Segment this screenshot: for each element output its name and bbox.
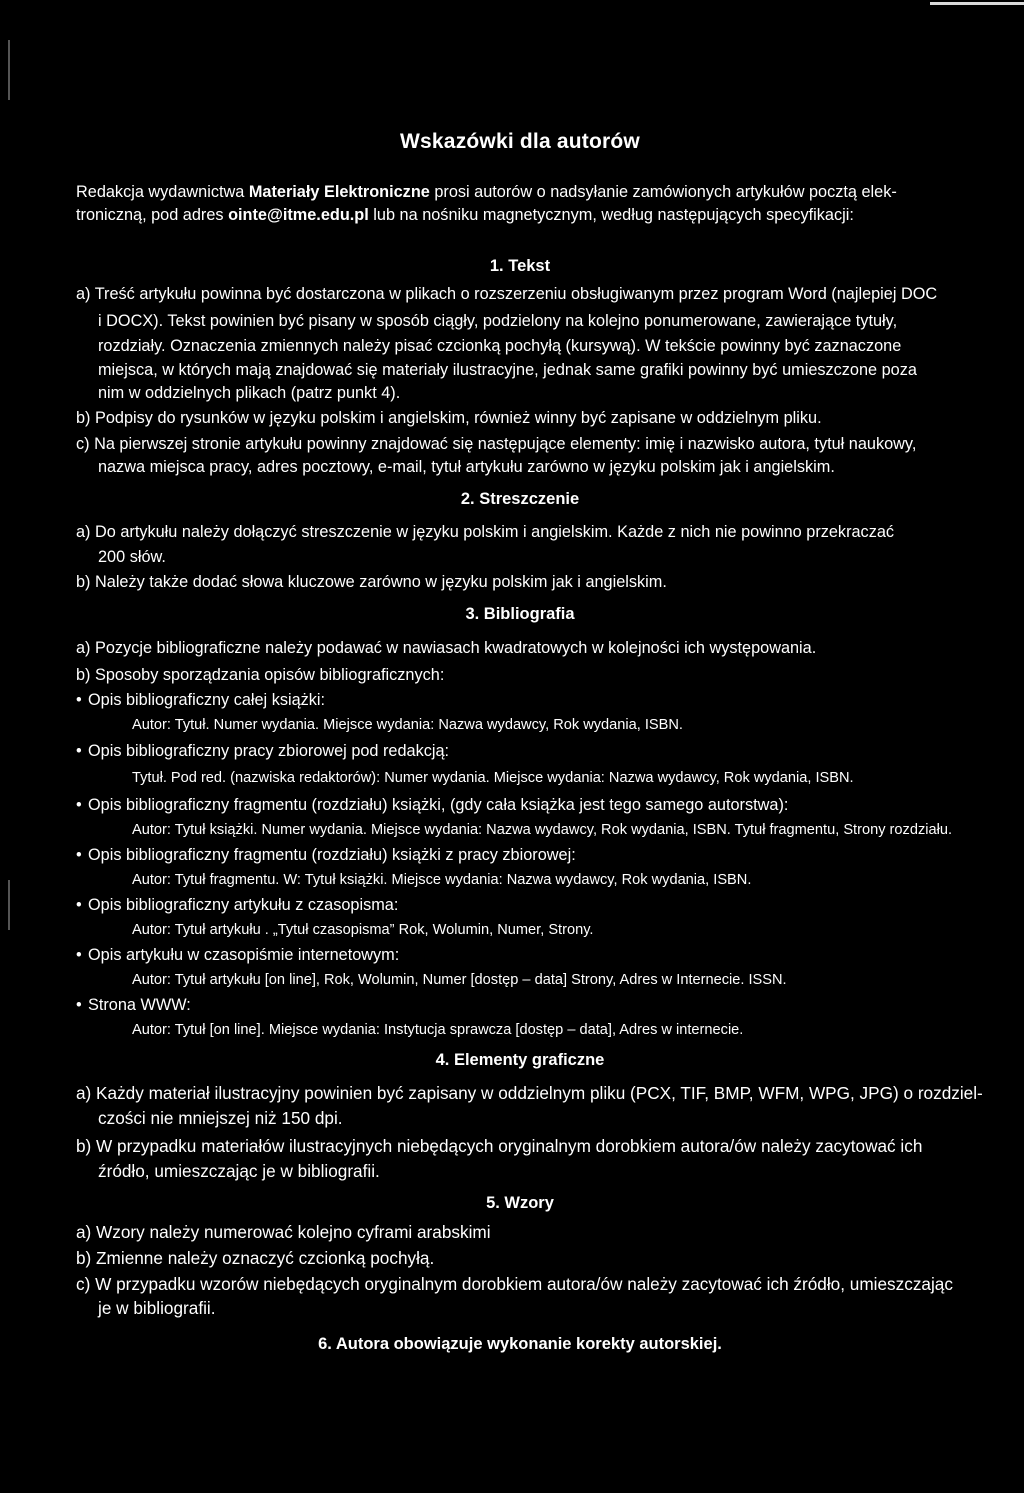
bibliography-item-example: Autor: Tytuł. Numer wydania. Miejsce wydania: Nazwa wydawcy, Rok wydania, ISBN.: [132, 717, 683, 733]
paragraph-line: nazwa miejsca pracy, adres pocztowy, e-mail, tytuł artykułu zarówno w języku polskim jak i angielskim.: [98, 458, 835, 476]
section-heading-text: 2. Streszczenie: [460, 490, 580, 508]
intro-line-1: [76, 182, 897, 202]
bibliography-item-example: Autor: Tytuł artykułu . „Tytuł czasopisma” Rok, Wolumin, Numer, Strony.: [132, 922, 594, 938]
paragraph-line: źródło, umieszczając je w bibliografii.: [98, 1161, 380, 1181]
section-heading-text: 3. Bibliografia: [465, 605, 575, 623]
bibliography-item-label: • Opis bibliograficzny fragmentu (rozdziału) książki, (gdy cała książka jest tego samego autorstwa):: [76, 795, 788, 815]
paragraph-line: czości nie mniejszej niż 150 dpi.: [98, 1108, 343, 1128]
section-heading-text: 1. Tekst: [489, 257, 551, 275]
section-heading-text: 5. Wzory: [486, 1194, 554, 1212]
paragraph-line: b) Podpisy do rysunków w języku polskim i angielskim, również winny być zapisane w oddzielnym pliku.: [76, 409, 822, 427]
paragraph-line: 200 słów.: [98, 548, 166, 566]
intro-text: Redakcja wydawnictwa: [76, 183, 249, 201]
paragraph-line: a) Do artykułu należy dołączyć streszczenie w języku polskim i angielskim. Każde z nich nie powinno przekraczać: [76, 523, 895, 541]
paragraph-line: b) Należy także dodać słowa kluczowe zarówno w języku polskim jak i angielskim.: [76, 573, 667, 591]
bibliography-item-label: • Opis artykułu w czasopiśmie internetowym:: [76, 945, 399, 965]
bibliography-item-label: • Opis bibliograficzny fragmentu (rozdziału) książki z pracy zbiorowej:: [76, 845, 576, 865]
paragraph-line: c) Na pierwszej stronie artykułu powinny znajdować się następujące elementy: imię i nazwisko autora, tytuł naukowy,: [76, 435, 917, 453]
scan-edge: [930, 2, 1024, 5]
scan-edge: [8, 40, 10, 100]
paragraph-line: nim w oddzielnych plikach (patrz punkt 4).: [98, 384, 401, 402]
paragraph-line: a) Wzory należy numerować kolejno cyframi arabskimi: [76, 1222, 491, 1242]
paragraph-line: b) W przypadku materiałów ilustracyjnych niebędących oryginalnym dorobkiem autora/ów należy zacytować ich: [76, 1136, 923, 1156]
paragraph-line: a) Każdy materiał ilustracyjny powinien być zapisany w oddzielnym pliku (PCX, TIF, BMP, WFM, WPG, JPG) o rozdziel-: [76, 1083, 983, 1103]
scan-edge: [8, 880, 10, 930]
bibliography-item-example: Autor: Tytuł [on line]. Miejsce wydania: Instytucja sprawcza [dostęp – data], Adres w internecie.: [132, 1022, 744, 1038]
bibliography-item-example: Tytuł. Pod red. (nazwiska redaktorów): Numer wydania. Miejsce wydania: Nazwa wydawcy, Rok wydania, ISBN.: [132, 770, 854, 786]
bibliography-item-example: Autor: Tytuł fragmentu. W: Tytuł książki. Miejsce wydania: Nazwa wydawcy, Rok wydania, ISBN.: [132, 872, 752, 888]
paragraph-line: a) Pozycje bibliograficzne należy podawać w nawiasach kwadratowych w kolejności ich występowania.: [76, 639, 817, 657]
paragraph-line: miejsca, w których mają znajdować się materiały ilustracyjne, jednak same grafiki powinny być umieszczone poza: [98, 361, 917, 379]
section-heading-text: 4. Elementy graficzne: [435, 1051, 605, 1069]
paragraph-line: i DOCX). Tekst powinien być pisany w sposób ciągły, podzielony na kolejno ponumerowane, zawierające tytuły,: [98, 312, 898, 330]
paragraph-line: je w bibliografii.: [98, 1298, 216, 1318]
bibliography-item-label: • Strona WWW:: [76, 995, 191, 1015]
publication-name: Materiały Elektroniczne: [248, 183, 430, 201]
paragraph-line: b) Sposoby sporządzania opisów bibliograficznych:: [76, 666, 445, 684]
section-heading-text: 6. Autora obowiązuje wykonanie korekty autorskiej.: [318, 1335, 722, 1353]
paragraph-line: b) Zmienne należy oznaczyć czcionką pochyłą.: [76, 1248, 435, 1268]
intro-text: troniczną, pod adres: [76, 206, 229, 224]
email-address: ointe@itme.edu.pl: [228, 206, 369, 224]
bibliography-item-label: • Opis bibliograficzny pracy zbiorowej pod redakcją:: [76, 741, 449, 761]
bibliography-item-example: Autor: Tytuł artykułu [on line], Rok, Wolumin, Numer [dostęp – data] Strony, Adres w Internecie. ISSN.: [132, 972, 787, 988]
paragraph-line: c) W przypadku wzorów niebędących oryginalnym dorobkiem autora/ów należy zacytować ich źródło, umieszczając: [76, 1274, 953, 1294]
intro-text: prosi autorów o nadsyłanie zamówionych artykułów pocztą elek-: [429, 183, 897, 201]
bibliography-item-label: • Opis bibliograficzny całej książki:: [76, 690, 325, 710]
bibliography-item-example: Autor: Tytuł książki. Numer wydania. Miejsce wydania: Nazwa wydawcy, Rok wydania, ISBN. Tytuł fragmentu, Strony rozdziału.: [132, 822, 953, 838]
intro-line-2: [76, 205, 854, 225]
paragraph-line: rozdziały. Oznaczenia zmiennych należy pisać czcionką pochyłą (kursywą). W tekście powinny być zaznaczone: [98, 337, 902, 355]
paragraph-line: a) Treść artykułu powinna być dostarczona w plikach o rozszerzeniu obsługiwanym przez program Word (najlepiej DOC: [76, 285, 938, 303]
page-title: Wskazówki dla autorów: [400, 130, 640, 153]
bibliography-item-label: • Opis bibliograficzny artykułu z czasopisma:: [76, 895, 398, 915]
intro-text: lub na nośniku magnetycznym, według następujących specyfikacji:: [368, 206, 854, 224]
